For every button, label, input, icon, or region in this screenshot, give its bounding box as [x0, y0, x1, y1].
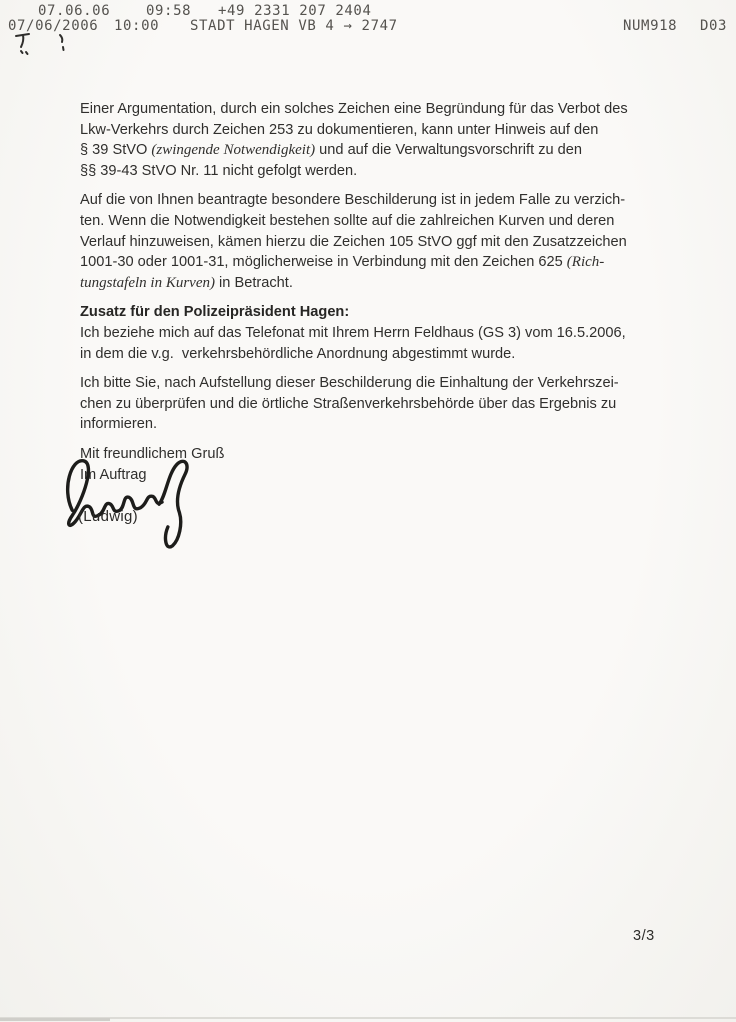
letter-line — [80, 120, 680, 141]
letter-line — [80, 373, 680, 394]
fax-page-code: D03 — [700, 18, 728, 34]
pen-marks-icon — [8, 30, 80, 67]
section-heading-text: Zusatz für den Polizeipräsident Hagen: — [80, 304, 350, 321]
fax-date-1: 07.06.06 — [38, 3, 111, 19]
fax-num-label: NUM918 — [623, 18, 678, 34]
letter-line — [80, 302, 680, 323]
letter-paragraph — [80, 190, 680, 293]
letter-text: in dem die v.g. verkehrsbehördliche Anordnung abgestimmt wurde. — [80, 345, 516, 362]
letter-text: § 39 StVO — [80, 142, 152, 159]
letter-line — [80, 99, 680, 120]
page-number: 3/3 — [633, 928, 655, 944]
signature-scribble — [56, 446, 216, 563]
letter-line — [80, 344, 680, 365]
letter-text: §§ 39-43 StVO Nr. 11 nicht gefolgt werden. — [80, 162, 358, 179]
letter-text: Ich bitte Sie, nach Aufstellung dieser Beschilderung die Einhaltung der Verkehrszei- — [80, 375, 619, 392]
letter-paragraph — [80, 373, 680, 435]
letter-line — [80, 273, 680, 294]
fax-date-2: 07/06/2006 — [8, 18, 99, 34]
scan-bottom-corner — [0, 1018, 110, 1021]
letter-line — [80, 414, 680, 435]
letter-text: Ich beziehe mich auf das Telefonat mit Ihrem Herrn Feldhaus (GS 3) vom 16.5.2006, — [80, 324, 626, 341]
letter-paragraph — [80, 99, 680, 181]
letter-text: ten. Wenn die Notwendigkeit bestehen sollte auf die zahlreichen Kurven und deren — [80, 212, 615, 229]
letter-line — [80, 190, 680, 211]
letter-line — [80, 232, 680, 253]
letter-line — [80, 323, 680, 344]
letter-text: Einer Argumentation, durch ein solches Zeichen eine Begründung für das Verbot des — [80, 101, 628, 117]
letter-text: Verlauf hinzuweisen, kämen hierzu die Zeichen 105 StVO ggf mit den Zusatzzeichen — [80, 233, 627, 250]
letter-line — [80, 394, 680, 415]
letter-line — [80, 161, 680, 182]
letter-text: und auf die Verwaltungsvorschrift zu den — [315, 142, 583, 159]
letter-line — [80, 211, 680, 232]
italic-citation: tungstafeln in Kurven) — [80, 274, 215, 291]
fax-number: +49 2331 207 2404 — [218, 3, 372, 19]
letter-body — [80, 99, 680, 494]
letter-line — [80, 252, 680, 273]
fax-sender: STADT HAGEN VB 4 → 2747 — [190, 18, 398, 34]
letter-text: Im Auftrag — [80, 466, 147, 483]
letter-line — [80, 140, 680, 161]
scan-bottom-edge — [0, 1017, 736, 1019]
letter-paragraph — [80, 302, 680, 364]
italic-citation: (zwingende Notwendigkeit) — [151, 142, 316, 159]
fax-time-2: 10:00 — [114, 18, 160, 34]
letter-text: in Betracht. — [215, 274, 293, 291]
letter-text: Lkw-Verkehrs durch Zeichen 253 zu dokumentieren, kann unter Hinweis auf den — [80, 121, 599, 138]
letter-text: informieren. — [80, 416, 158, 433]
italic-citation: (Rich- — [566, 254, 605, 271]
letter-text: 1001-30 oder 1001-31, möglicherweise in Verbindung mit den Zeichen 625 — [80, 254, 567, 271]
fax-time-1: 09:58 — [146, 3, 192, 19]
letter-text: chen zu überprüfen und die örtliche Straßenverkehrsbehörde über das Ergebnis zu — [80, 395, 617, 412]
signature-name: (Ludwig) — [78, 508, 138, 525]
letter-text: Mit freundlichem Gruß — [80, 445, 225, 462]
letter-text: Auf die von Ihnen beantragte besondere Beschilderung ist in jedem Falle zu verzich- — [80, 192, 626, 209]
